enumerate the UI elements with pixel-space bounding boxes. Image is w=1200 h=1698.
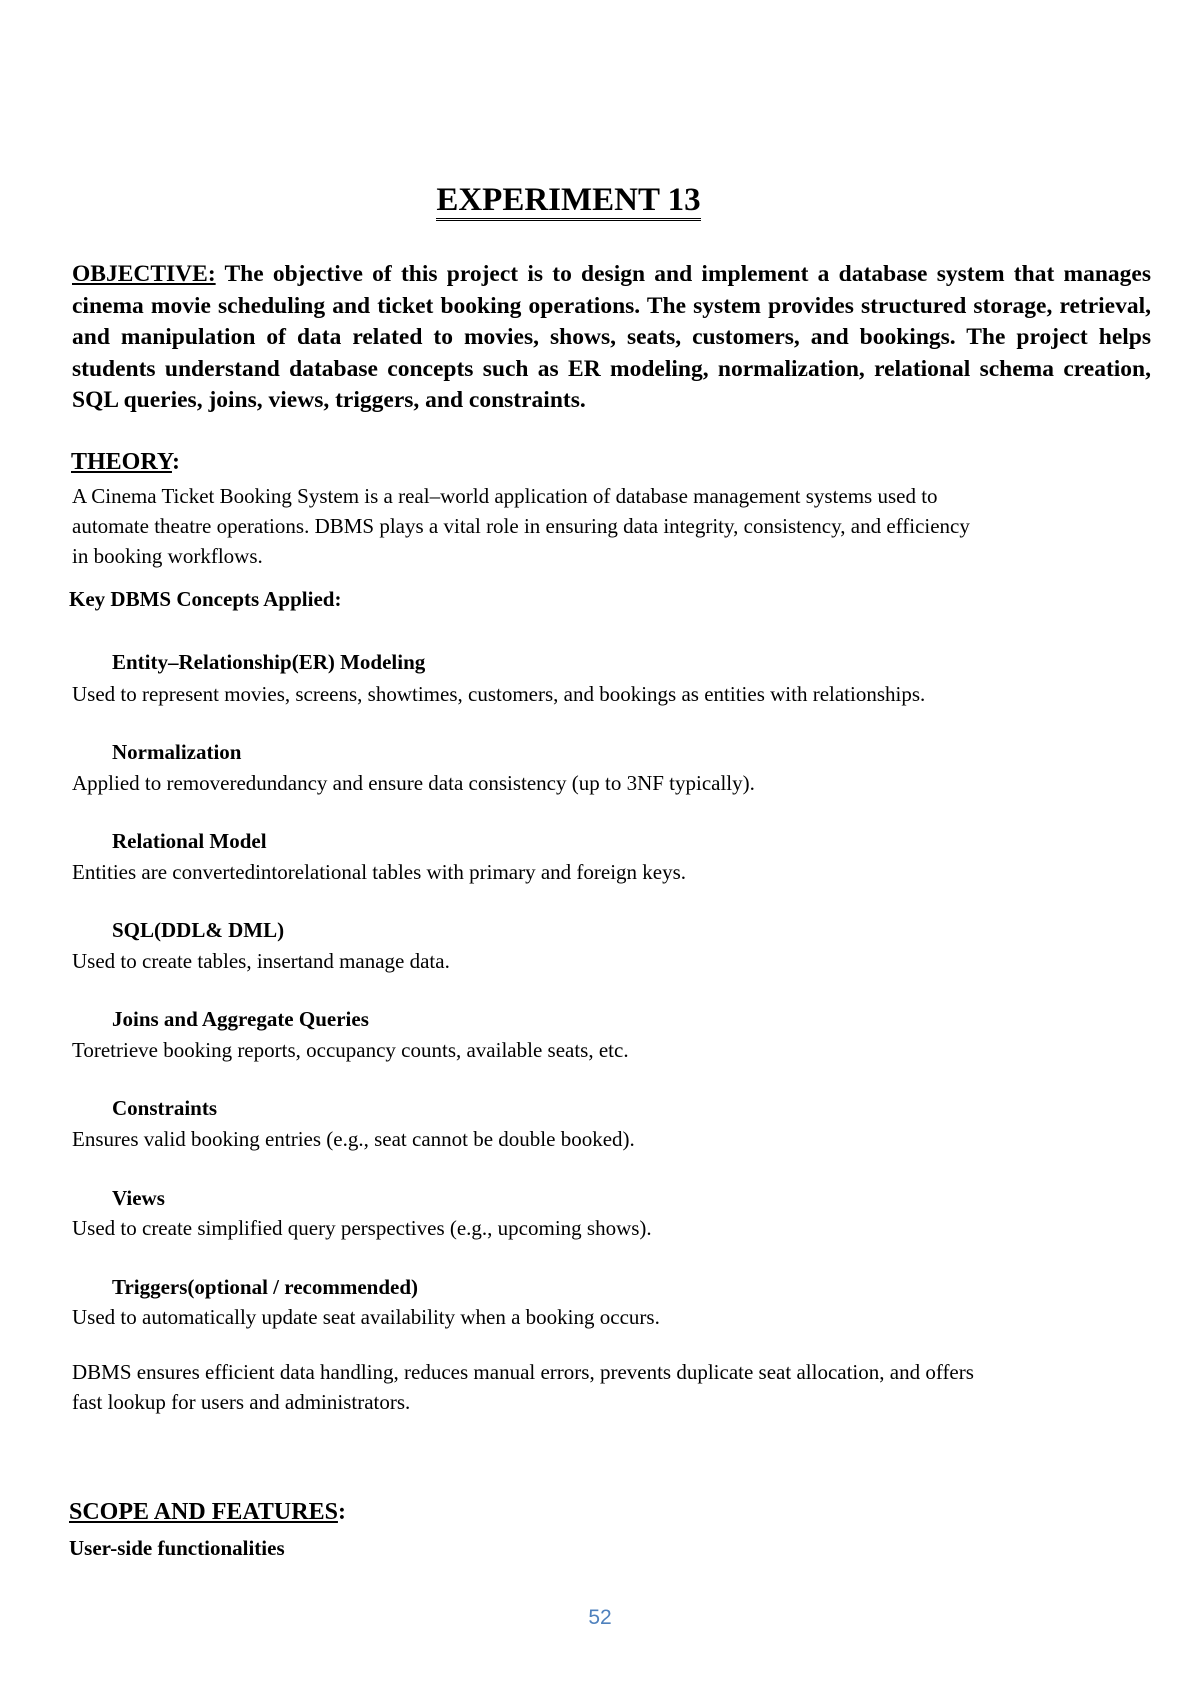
theory-heading: THEORY:	[71, 449, 180, 475]
concept-description: Used to automatically update seat availability when a booking occurs.	[72, 1305, 660, 1329]
concept-description: Used to create tables, insertand manage data.	[72, 949, 450, 973]
concept-description: Toretrieve booking reports, occupancy counts, available seats, etc.	[72, 1038, 629, 1062]
concept-name: Entity–Relationship(ER) Modeling	[112, 650, 426, 674]
theory-paragraph	[72, 481, 1152, 571]
closing-line: fast lookup for users and administrators.	[72, 1390, 411, 1414]
closing-paragraph	[72, 1357, 974, 1417]
concept-description: Entities are convertedintorelational tables with primary and foreign keys.	[72, 860, 687, 884]
objective-paragraph	[72, 259, 1151, 417]
concept-description: Used to create simplified query perspectives (e.g., upcoming shows).	[72, 1216, 652, 1240]
concept-description: Ensures valid booking entries (e.g., seat cannot be double booked).	[72, 1127, 635, 1151]
theory-line: in booking workflows.	[72, 544, 263, 568]
theory-line: A Cinema Ticket Booking System is a real–world application of database management systems used to	[72, 484, 938, 508]
concept-description: Used to represent movies, screens, showtimes, customers, and bookings as entities with relationships.	[72, 682, 926, 706]
concept-name: Triggers(optional / recommended)	[112, 1275, 419, 1299]
key-concepts-heading: Key DBMS Concepts Applied:	[69, 587, 342, 611]
scope-heading: SCOPE AND FEATURES:	[69, 1499, 346, 1525]
concept-name: Normalization	[112, 740, 242, 764]
objective-text: The objective of this project is to design and implement a database system that manages cinema movie scheduling and ticket booking operations. The system provides structured storage, retrieval, and manipulation of data related to movies, shows, seats, customers, and bookings. The project helps students understand database concepts such as ER modeling, normalization, relational schema creation, SQL queries, joins, views, triggers, and constraints.	[72, 261, 1151, 413]
concept-description: Applied to removeredundancy and ensure data consistency (up to 3NF typically).	[72, 771, 755, 795]
theory-line: automate theatre operations. DBMS plays a vital role in ensuring data integrity, consistency, and efficiency	[72, 514, 970, 538]
concept-name: Joins and Aggregate Queries	[112, 1007, 369, 1031]
concept-name: SQL(DDL& DML)	[112, 918, 285, 942]
scope-subheading: User-side functionalities	[69, 1536, 285, 1560]
concept-name: Constraints	[112, 1096, 218, 1120]
concept-name: Views	[112, 1186, 165, 1210]
closing-line: DBMS ensures efficient data handling, reduces manual errors, prevents duplicate seat allocation, and offers	[72, 1360, 974, 1384]
page-number: 52	[588, 1606, 612, 1629]
page-title: EXPERIMENT 13	[0, 180, 1137, 220]
objective-label: OBJECTIVE:	[72, 261, 216, 287]
concept-name: Relational Model	[112, 829, 267, 853]
